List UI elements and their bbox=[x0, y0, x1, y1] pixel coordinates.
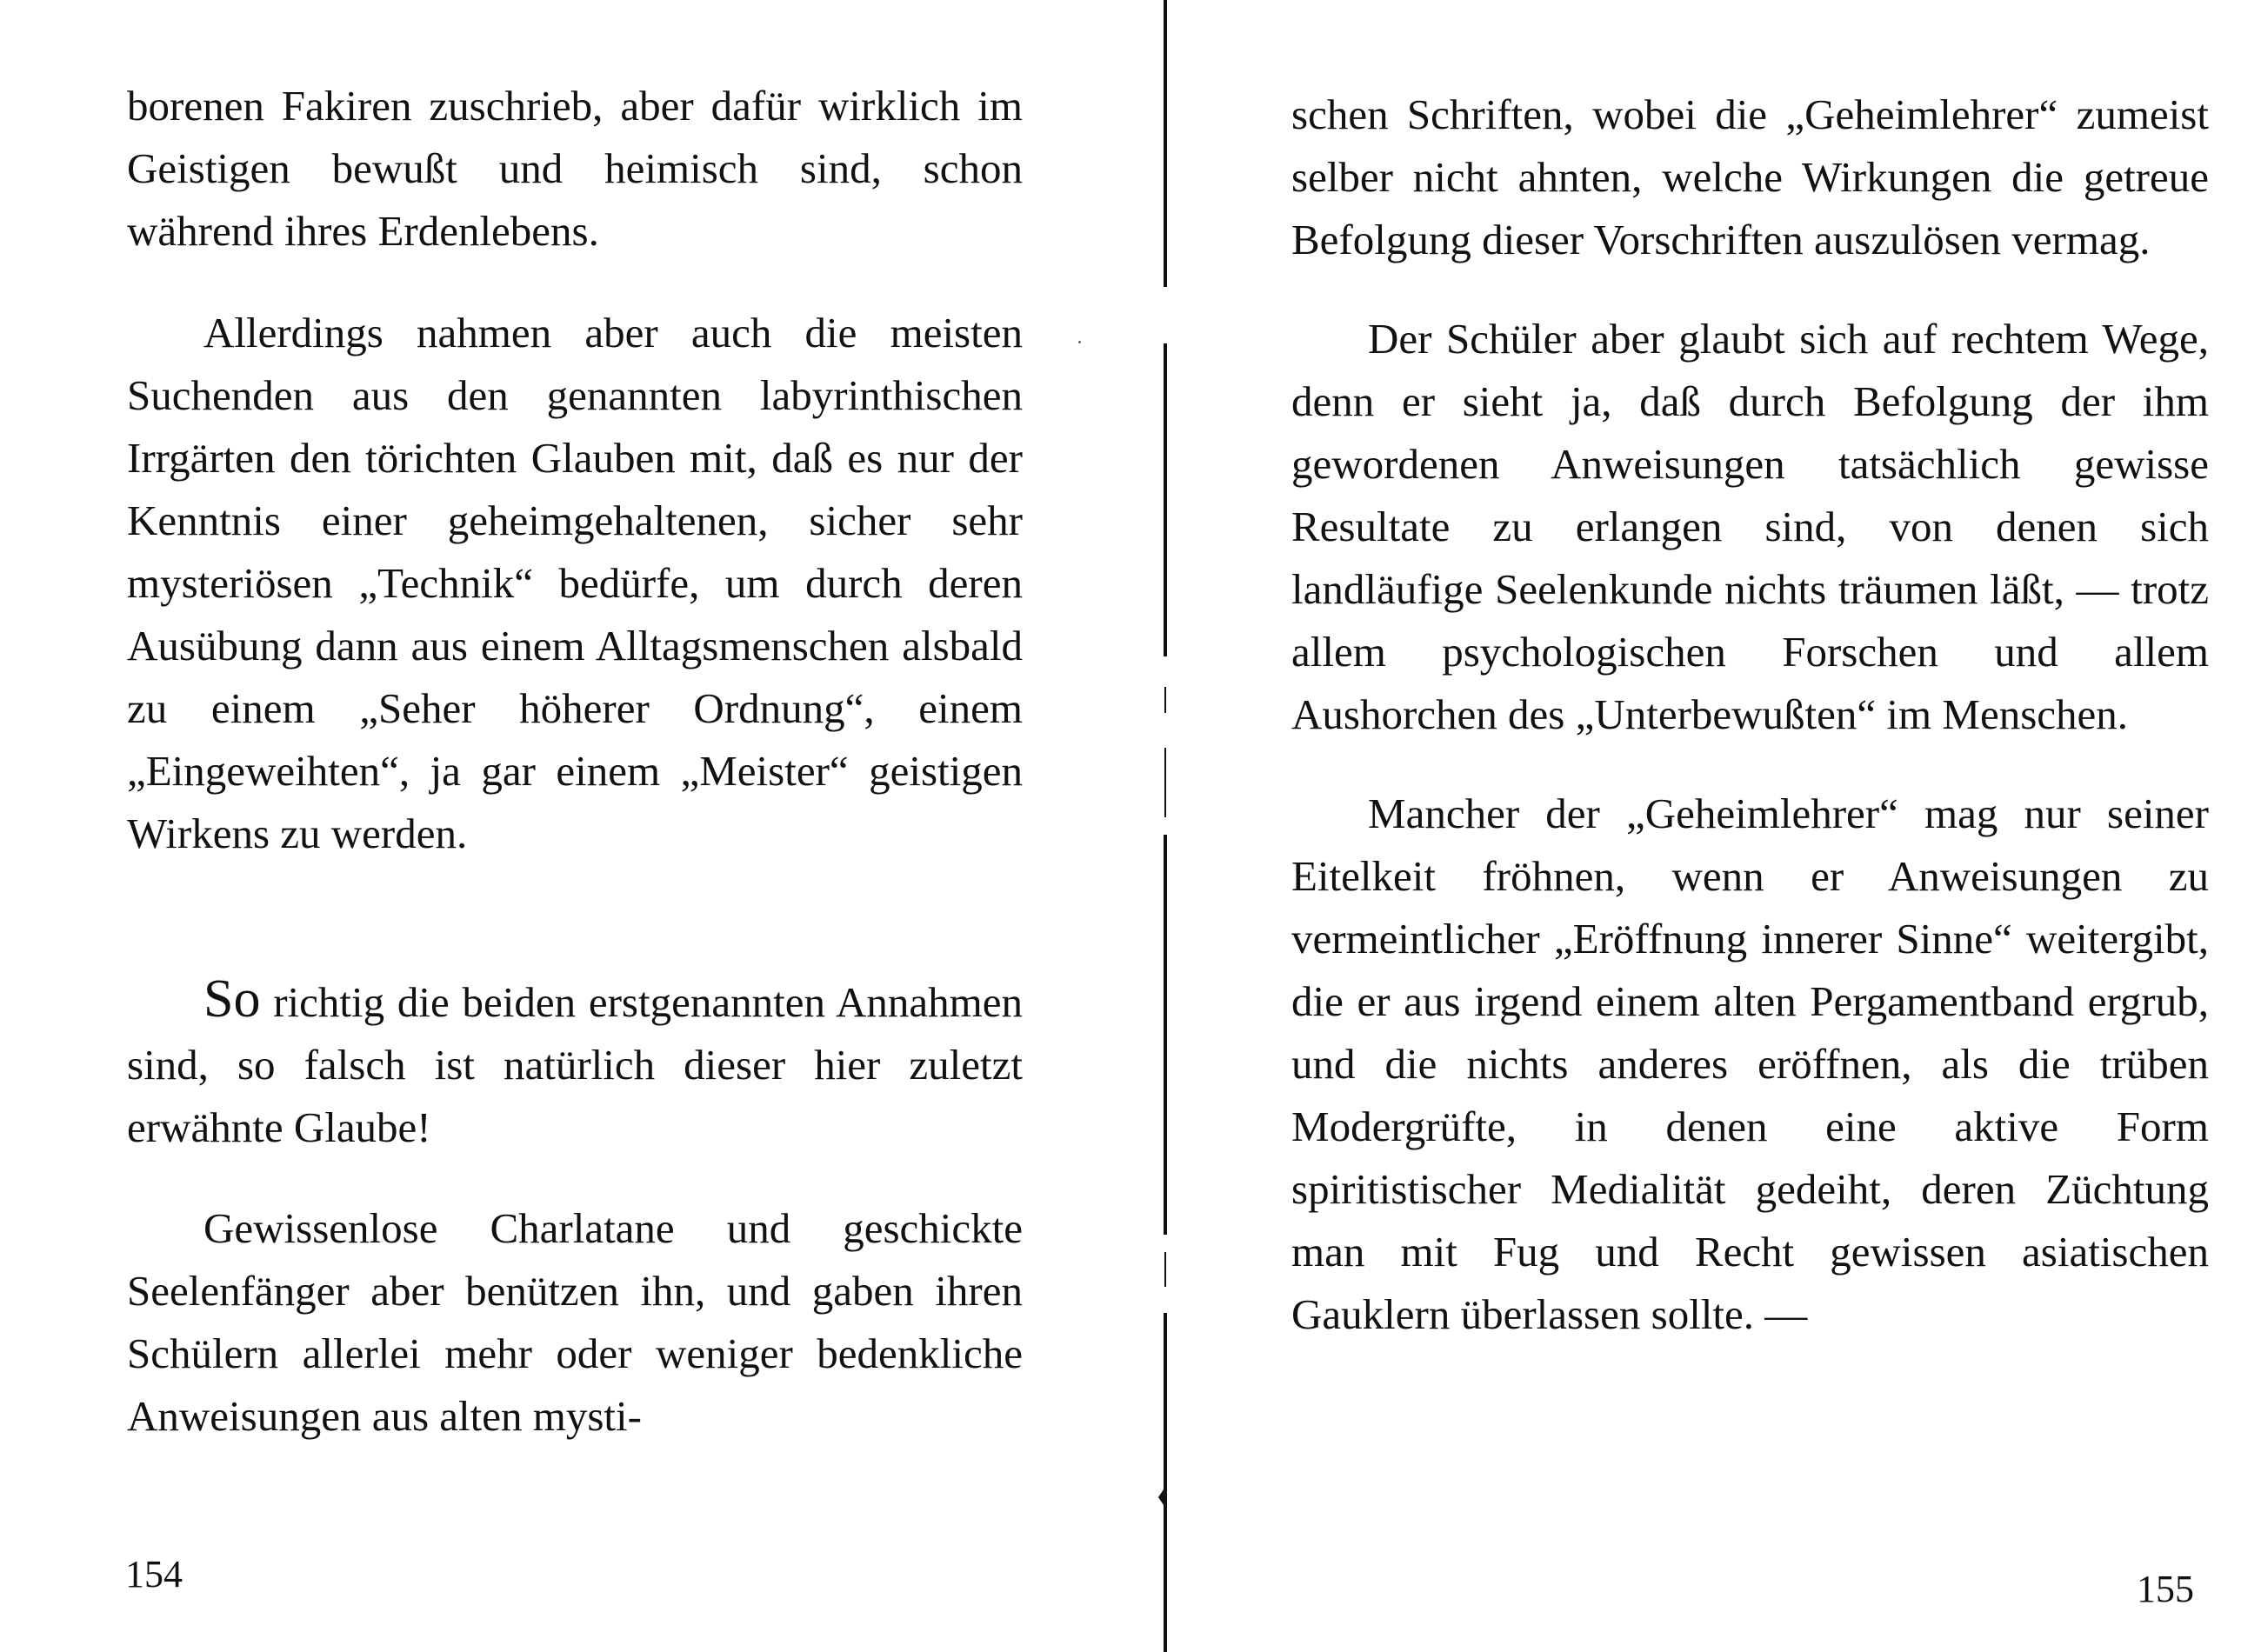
right-page bbox=[1170, 0, 2261, 1652]
gutter-line bbox=[1164, 343, 1167, 656]
paragraph: schen Schriften, wobei die „Geheimlehrer“ zumeist selber nicht ahnten, welche Wirkungen die getreue Befolgung dieser Vorschriften auszulösen vermag. bbox=[1291, 90, 2209, 263]
paragraph: Der Schüler aber glaubt sich auf rechtem Wege, denn er sieht ja, daß durch Befolgung der ihm gewordenen Anweisungen tatsächlich gewisse Resultate zu erlangen sind, von denen sich landläufige Seelenkunde nichts träumen läßt, — trotz allem psychologischen Forschen und allem Aushorchen des „Unterbewußten“ im Menschen. bbox=[1291, 315, 2209, 738]
gutter-notch bbox=[1158, 1487, 1165, 1508]
gutter-line bbox=[1164, 748, 1166, 817]
page-number: 155 bbox=[2137, 1568, 2194, 1610]
paragraph: Allerdings nahmen aber auch die meisten Suchenden aus den genannten labyrinthischen Irrgärten den törichten Glauben mit, daß es nur der Kenntnis einer geheimgehaltenen, sicher sehr mysteriösen „Technik“ bedürfe, um durch deren Ausübung dann aus einem Alltagsmenschen alsbald zu einem „Seher höherer Ordnung“, einem „Eingeweihten“, ja gar einem „Meister“ geistigen Wirkens zu werden. bbox=[127, 309, 1023, 857]
book-gutter bbox=[1158, 0, 1171, 1652]
paragraph: Gewissenlose Charlatane und geschickte Seelenfänger aber benützen ihn, und gaben ihren Schülern allerlei mehr oder weniger bedenkliche Anweisungen aus alten mysti- bbox=[127, 1204, 1023, 1440]
paragraph: borenen Fakiren zuschrieb, aber dafür wirklich im Geistigen bewußt und heimisch sind, schon während ihres Erdenlebens. bbox=[127, 82, 1023, 255]
gutter-line bbox=[1164, 835, 1167, 1235]
paragraph-text: richtig die beiden erstgenannten Annahmen sind, so falsch ist natürlich dieser hier zuletzt erwähnte Glaube! bbox=[127, 978, 1023, 1151]
gutter-line bbox=[1164, 0, 1167, 287]
dropcap: So bbox=[203, 969, 261, 1029]
gutter-line bbox=[1164, 687, 1166, 713]
left-text-column bbox=[127, 75, 1023, 1448]
paragraph: Mancher der „Geheimlehrer“ mag nur seiner Eitelkeit fröhnen, wenn er Anweisungen zu vermeintlicher „Eröffnung innerer Sinne“ weitergibt, die er aus irgend einem alten Pergamentband ergrub, und die nichts anderes eröffnen, als die trüben Modergrüfte, in denen eine aktive Form spiritistischer Medialität gedeiht, deren Züchtung man mit Fug und Recht gewissen asiatischen Gauklern überlassen sollte. — bbox=[1291, 789, 2209, 1338]
paragraph-with-dropcap bbox=[127, 968, 1023, 1159]
gutter-line bbox=[1164, 1252, 1166, 1287]
print-speck bbox=[1078, 341, 1081, 343]
gutter-line bbox=[1164, 1313, 1167, 1652]
page-number: 154 bbox=[125, 1553, 183, 1595]
right-text-column bbox=[1291, 83, 2209, 1346]
